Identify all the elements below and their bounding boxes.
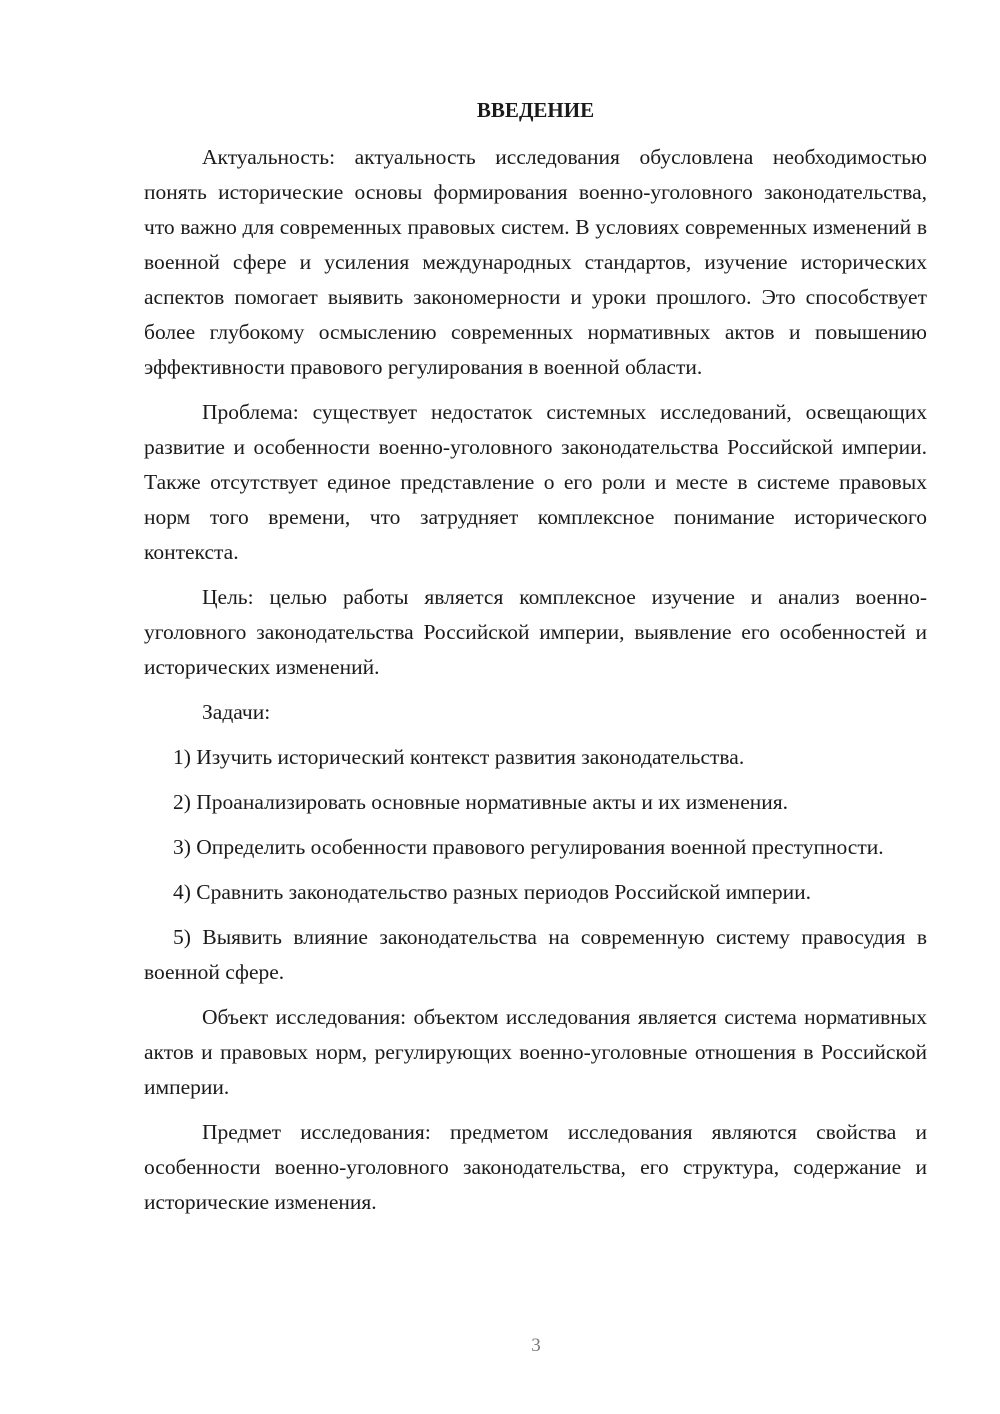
paragraph-subject: Предмет исследования: предметом исследования являются свойства и особенности военно-уголовного законодательства, его структура, содержание и исторические изменения. — [144, 1120, 927, 1214]
task-item-4: 4) Сравнить законодательство разных периодов Российской империи. — [173, 880, 812, 904]
tasks-heading: Задачи: — [202, 700, 271, 724]
paragraph-problem: Проблема: существует недостаток системных исследований, освещающих развитие и особенности военно-уголовного законодательства Российской империи. Также отсутствует единое представление о его роли и месте в системе правовых норм того времени, что затрудняет комплексное понимание исторического контекста. — [144, 400, 927, 564]
page-content — [144, 96, 927, 1230]
section-title: ВВЕДЕНИЕ — [476, 98, 595, 122]
paragraph-relevance: Актуальность: актуальность исследования обусловлена необходимостью понять исторические основы формирования военно-уголовного законодательства, что важно для современных правовых систем. В условиях современных изменений в военной сфере и усиления международных стандартов, изучение исторических аспектов помогает выявить закономерности и уроки прошлого. Это способствует более глубокому осмыслению современных нормативных актов и повышению эффективности правового регулирования в военной области. — [144, 145, 927, 379]
paragraph-object: Объект исследования: объектом исследования является система нормативных актов и правовых норм, регулирующих военно-уголовные отношения в Российской империи. — [144, 1005, 927, 1099]
task-item-5: 5) Выявить влияние законодательства на современную систему правосудия в военной сфере. — [144, 925, 927, 984]
task-item-2: 2) Проанализировать основные нормативные акты и их изменения. — [173, 790, 789, 814]
page-number: 3 — [531, 1335, 541, 1356]
task-item-3: 3) Определить особенности правового регулирования военной преступности. — [173, 835, 884, 859]
task-item-1: 1) Изучить исторический контекст развития законодательства. — [173, 745, 745, 769]
paragraph-goal: Цель: целью работы является комплексное изучение и анализ военно-уголовного законодательства Российской империи, выявление его особенностей и исторических изменений. — [144, 585, 927, 679]
